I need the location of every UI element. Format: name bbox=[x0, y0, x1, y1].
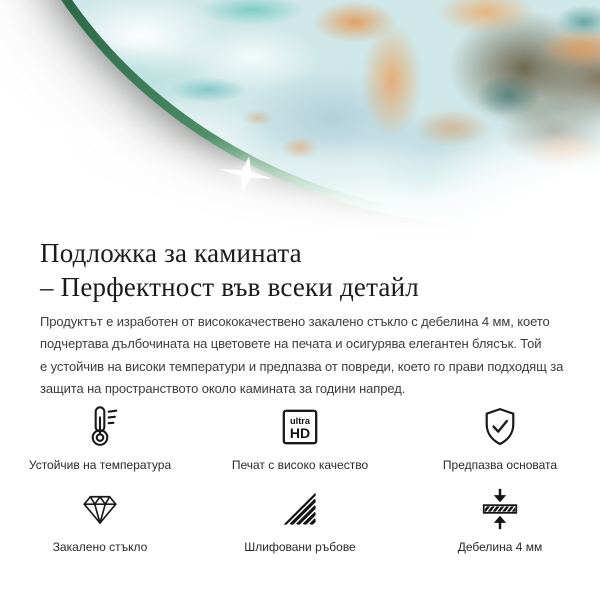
polished-edges-icon bbox=[279, 488, 321, 530]
product-description bbox=[40, 311, 563, 401]
thickness-icon bbox=[477, 486, 523, 532]
hero-white-fade bbox=[0, 0, 600, 236]
description-line: Продуктът е изработен от висококачествено закалено стъкло с дебелина 4 мм, което bbox=[40, 314, 550, 329]
feature-print-quality bbox=[200, 402, 400, 472]
feature-label: Устойчив на температура bbox=[28, 458, 172, 472]
product-hero-image bbox=[0, 0, 600, 236]
page-title bbox=[40, 236, 419, 304]
ultra-hd-icon bbox=[279, 406, 321, 448]
feature-polished-edges bbox=[200, 484, 400, 554]
page-title-line1: Подложка за камината bbox=[40, 238, 302, 268]
feature-protects-base bbox=[400, 402, 600, 472]
feature-thickness bbox=[400, 484, 600, 554]
shield-check-icon bbox=[478, 405, 522, 449]
thermometer-icon bbox=[77, 404, 123, 450]
feature-label: Предпазва основата bbox=[442, 458, 558, 472]
feature-label: Закалено стъкло bbox=[52, 540, 148, 554]
diamond-icon bbox=[79, 488, 121, 530]
feature-label: Печат с високо качество bbox=[231, 458, 369, 472]
description-line: защита на пространството около камината за години напред. bbox=[40, 381, 406, 397]
feature-label: Шлифовани ръбове bbox=[244, 540, 356, 554]
description-line: подчертава дълбочината на цветовете на печата и осигурява елегантен блясък. Той bbox=[40, 336, 542, 352]
feature-tempered-glass bbox=[0, 484, 200, 554]
ultra-hd-icon-text-bottom: HD bbox=[289, 424, 311, 441]
feature-label: Дебелина 4 мм bbox=[457, 540, 543, 554]
description-line: е устойчив на високи температури и предпазва от повреди, което го прави подходящ за bbox=[40, 358, 564, 374]
feature-temperature bbox=[0, 402, 200, 472]
page-title-line2: – Перфектност във всеки детайл bbox=[40, 272, 419, 302]
feature-grid bbox=[0, 402, 600, 554]
ultra-hd-icon-text-top: ultra bbox=[290, 415, 310, 426]
